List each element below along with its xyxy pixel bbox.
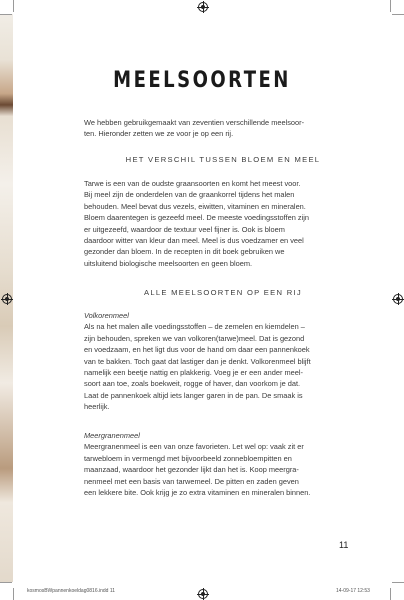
file-slug: kosmosBWpannenkoeldag0816.indd 11 <box>27 588 116 594</box>
crop-mark <box>390 588 391 600</box>
text-line: Meergranenmeel is een van onze favorieten. Let wel op: vaak zit er <box>84 442 304 452</box>
crop-mark <box>392 582 404 583</box>
text-line: nenmeel met een basis van tarwemeel. De pitten en zaden geven <box>84 476 299 486</box>
crop-mark <box>13 0 14 12</box>
datetime-slug: 14-09-17 12:53 <box>336 588 370 594</box>
entry-title: Meergranenmeel <box>84 431 140 440</box>
crop-mark <box>13 588 14 600</box>
entry-meergranenmeel <box>84 430 362 498</box>
text-line: Laat de pannenkoek altijd iets langer garen in de pan. De smaak is <box>84 390 303 400</box>
section-heading: HET VERSCHIL TUSSEN BLOEM EN MEEL <box>125 155 321 164</box>
text-line: en voedzaam, en het ligt dus voor de hand om daar een pannenkoek <box>84 345 310 355</box>
intro-paragraph <box>84 117 362 140</box>
text-line: soort aan toe, zoals boekweit, rogge of haver, dan voorkom je dat. <box>84 379 301 389</box>
crop-mark <box>390 0 391 12</box>
page-title: MEELSOORTEN <box>113 68 291 93</box>
crop-mark <box>392 14 404 15</box>
registration-mark-icon <box>198 2 208 12</box>
text-line: We hebben gebruikgemaakt van zeventien verschillende meelsoor- <box>84 118 305 127</box>
text-line: gezonder dan bloem. In de recepten in dit boek gebruiken we <box>84 247 285 257</box>
text-line: heerlijk. <box>84 402 110 412</box>
page-number: 11 <box>339 540 349 550</box>
text-line: uitsluitend biologische meelsoorten en geen bloem. <box>84 258 253 268</box>
text-line: Tarwe is een van de oudste graansoorten en komt het meest voor. <box>84 179 301 188</box>
registration-mark-icon <box>393 294 403 304</box>
text-line: tarwebloem in vermengd met bijvoorbeeld zonnebloempitten en <box>84 453 292 463</box>
section-heading: ALLE MEELSOORTEN OP EEN RIJ <box>143 288 303 297</box>
text-line: een lekkere bite. Ook krijg je zo extra vitaminen en mineralen binnen. <box>84 488 311 498</box>
text-line: ten. Hieronder zetten we ze voor je op een rij. <box>84 129 234 139</box>
text-line: Bij meel zijn de onderdelen van de graankorrel tijdens het malen <box>84 190 295 200</box>
entry-volkorenmeel <box>84 310 362 413</box>
text-line: Bloem daarentegen is gezeefd meel. De meeste voedingsstoffen zijn <box>84 213 310 223</box>
entry-title: Volkorenmeel <box>84 311 129 320</box>
crop-mark <box>0 582 12 583</box>
text-line: van te bakken. Toch gaat dat lastiger dan je denkt. Volkorenmeel blijft <box>84 356 311 366</box>
text-line: zijn behouden, spreken we van volkoren(tarwe)meel. Dat is gezond <box>84 333 305 343</box>
text-line: daardoor witter van kleur dan meel. Meel is dus voedzamer en veel <box>84 236 304 246</box>
text-line: namelijk een beetje nattig en plakkerig. Voeg je er een ander meel- <box>84 368 303 378</box>
text-line: Als na het malen alle voedingsstoffen – de zemelen en kiemdelen – <box>84 322 305 332</box>
text-line: maanzaad, waardoor het gezonder lijkt dan het is. Koop meergra- <box>84 465 299 475</box>
registration-mark-icon <box>198 589 208 599</box>
registration-mark-icon <box>2 294 12 304</box>
text-line: er uitgezeefd, waardoor de textuur veel fijner is. Ook is bloem <box>84 224 285 234</box>
section-paragraph <box>84 178 362 269</box>
text-line: behouden. Meel bevat dus vezels, eiwitten, vitaminen en mineralen. <box>84 201 306 211</box>
crop-mark <box>0 14 12 15</box>
